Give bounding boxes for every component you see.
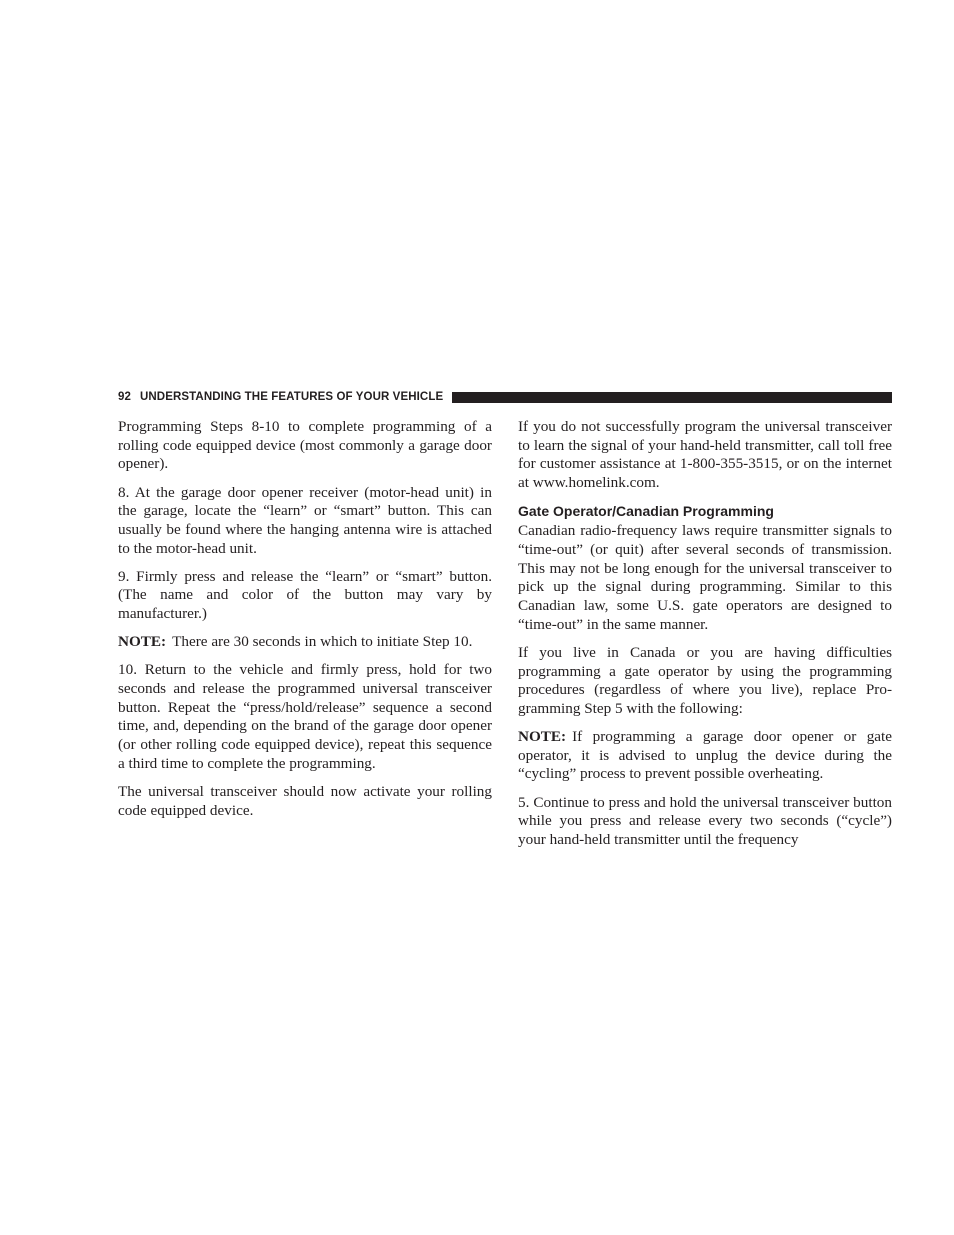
paragraph: Programming Steps 8-10 to complete programming of a rolling code equipped device (most commonly a garage door opener).: [118, 418, 492, 473]
page-header: [118, 389, 892, 405]
note: [518, 728, 892, 784]
note-text: There are 30 seconds in which to initiate Step 10.: [172, 633, 473, 651]
step-10-paragraph: 10. Return to the vehicle and firmly press, hold for two seconds and release the programmed universal transceiver button. Repeat the “press/hold/release” sequence a second time, and, depending on the brand of the garage door opener (or other rolling code equipped device), repeat this sequence a third time to complete the programming.: [118, 661, 492, 772]
paragraph: The universal transceiver should now activate your rolling code equipped device.: [118, 782, 492, 819]
page-number: 92: [118, 391, 131, 403]
section-heading: Gate Operator/Canadian Programming: [518, 503, 774, 520]
right-column: [518, 418, 892, 859]
paragraph: If you do not successfully program the universal transceiver to learn the signal of your hand-held transmitter, call toll free for customer assistance at 1-800-355-3515, or on the internet at www.homelink.com.: [518, 418, 892, 492]
section-title: UNDERSTANDING THE FEATURES OF YOUR VEHICLE: [140, 391, 444, 403]
note: [118, 633, 492, 652]
header-rule: [452, 392, 892, 403]
paragraph: Canadian radio-frequency laws require transmitter signals to “time-out” (or quit) after several seconds of transmission. This may not be long enough for the universal transceiver to pick up the signal during programming. Similar to this Canadian law, some U.S. gate operators are designed to “time-out” in the same manner.: [518, 522, 892, 633]
note-text: If programming a garage door opener or gate operator, it is advised to unplug the device during the “cycling” process to prevent possible overheating.: [518, 728, 892, 783]
left-column: [118, 418, 492, 830]
paragraph: If you live in Canada or you are having difficulties programming a gate operator by using the programming procedures (regardless of where you live), replace Programming Step 5 with the following:: [518, 643, 892, 717]
step-9-paragraph: 9. Firmly press and release the “learn” or “smart” button. (The name and color of the button may vary by manufacturer.): [118, 567, 492, 623]
step-5-paragraph: 5. Continue to press and hold the universal transceiver button while you press and release every two seconds (“cycle”) your hand-held transmitter until the frequency: [518, 793, 892, 848]
step-8-paragraph: 8. At the garage door opener receiver (motor-head unit) in the garage, locate the “learn” or “smart” button. This can usually be found where the hanging antenna wire is attached to the motor-head unit.: [118, 483, 492, 557]
note-label: NOTE:: [518, 728, 567, 746]
note-label: NOTE:: [118, 633, 167, 651]
